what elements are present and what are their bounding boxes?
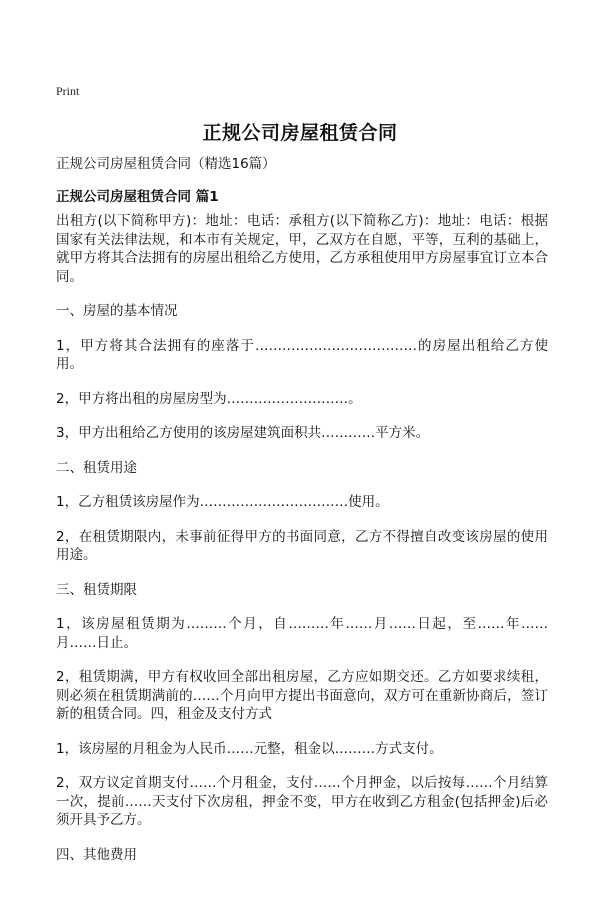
clause-item: 1，该房屋的月租金为人民币……元整，租金以………方式支付。: [56, 740, 443, 757]
section-heading: 正规公司房屋租赁合同 篇1: [56, 189, 219, 205]
clause-item: 3，甲方出租给乙方使用的该房屋建筑面积共…………平方米。: [56, 425, 430, 441]
clause-heading-basic-info: 一、房屋的基本情况: [56, 303, 178, 319]
document-body: [56, 212, 548, 880]
clause-heading-other-fees: 四、其他费用: [56, 846, 137, 863]
clause-item: 2，在租赁期限内，未事前征得甲方的书面同意，乙方不得擅自改变该房屋的使用用途。: [56, 528, 548, 563]
clause-item: 1，甲方将其合法拥有的座落于………………………………的房屋出租给乙方使用。: [56, 337, 548, 372]
clause-item: 2，双方议定首期支付……个月租金，支付……个月押金，以后按每……个月结算一次，提前……天支付下次房租，押金不变，甲方在收到乙方租金(包括押金)后必须开具予乙方。: [56, 775, 548, 828]
clause-heading-usage: 二、租赁用途: [56, 459, 137, 476]
clause-heading-term: 三、租赁期限: [56, 581, 137, 598]
clause-item: 2，甲方将出租的房屋房型为………………………。: [56, 390, 362, 407]
paragraph-intro: 出租方(以下简称甲方)：地址：电话：承租方(以下简称乙方)：地址：电话：根据国家有关法律法规，和本市有关规定，甲，乙双方在自愿，平等，互利的基础上，就甲方将其合法拥有的房屋出租给乙方使用，乙方承租使用甲方房屋事宜订立本合同。: [56, 213, 548, 285]
document-subtitle: 正规公司房屋租赁合同（精选16篇）: [56, 156, 276, 172]
clause-item: 1，乙方租赁该房屋作为……………………………使用。: [56, 494, 389, 510]
print-label[interactable]: Print: [56, 84, 80, 98]
clause-item: 2，租赁期满，甲方有权收回全部出租房屋，乙方应如期交还。乙方如要求续租，则必须在租赁期满前的……个月向甲方提出书面意向，双方可在重新协商后，签订新的租赁合同。四，租金及支付方式: [56, 669, 548, 722]
clause-item: 1，该房屋租赁期为………个月，自………年……月……日起，至……年……月……日止。: [56, 616, 548, 651]
document-title: 正规公司房屋租赁合同: [202, 122, 398, 144]
